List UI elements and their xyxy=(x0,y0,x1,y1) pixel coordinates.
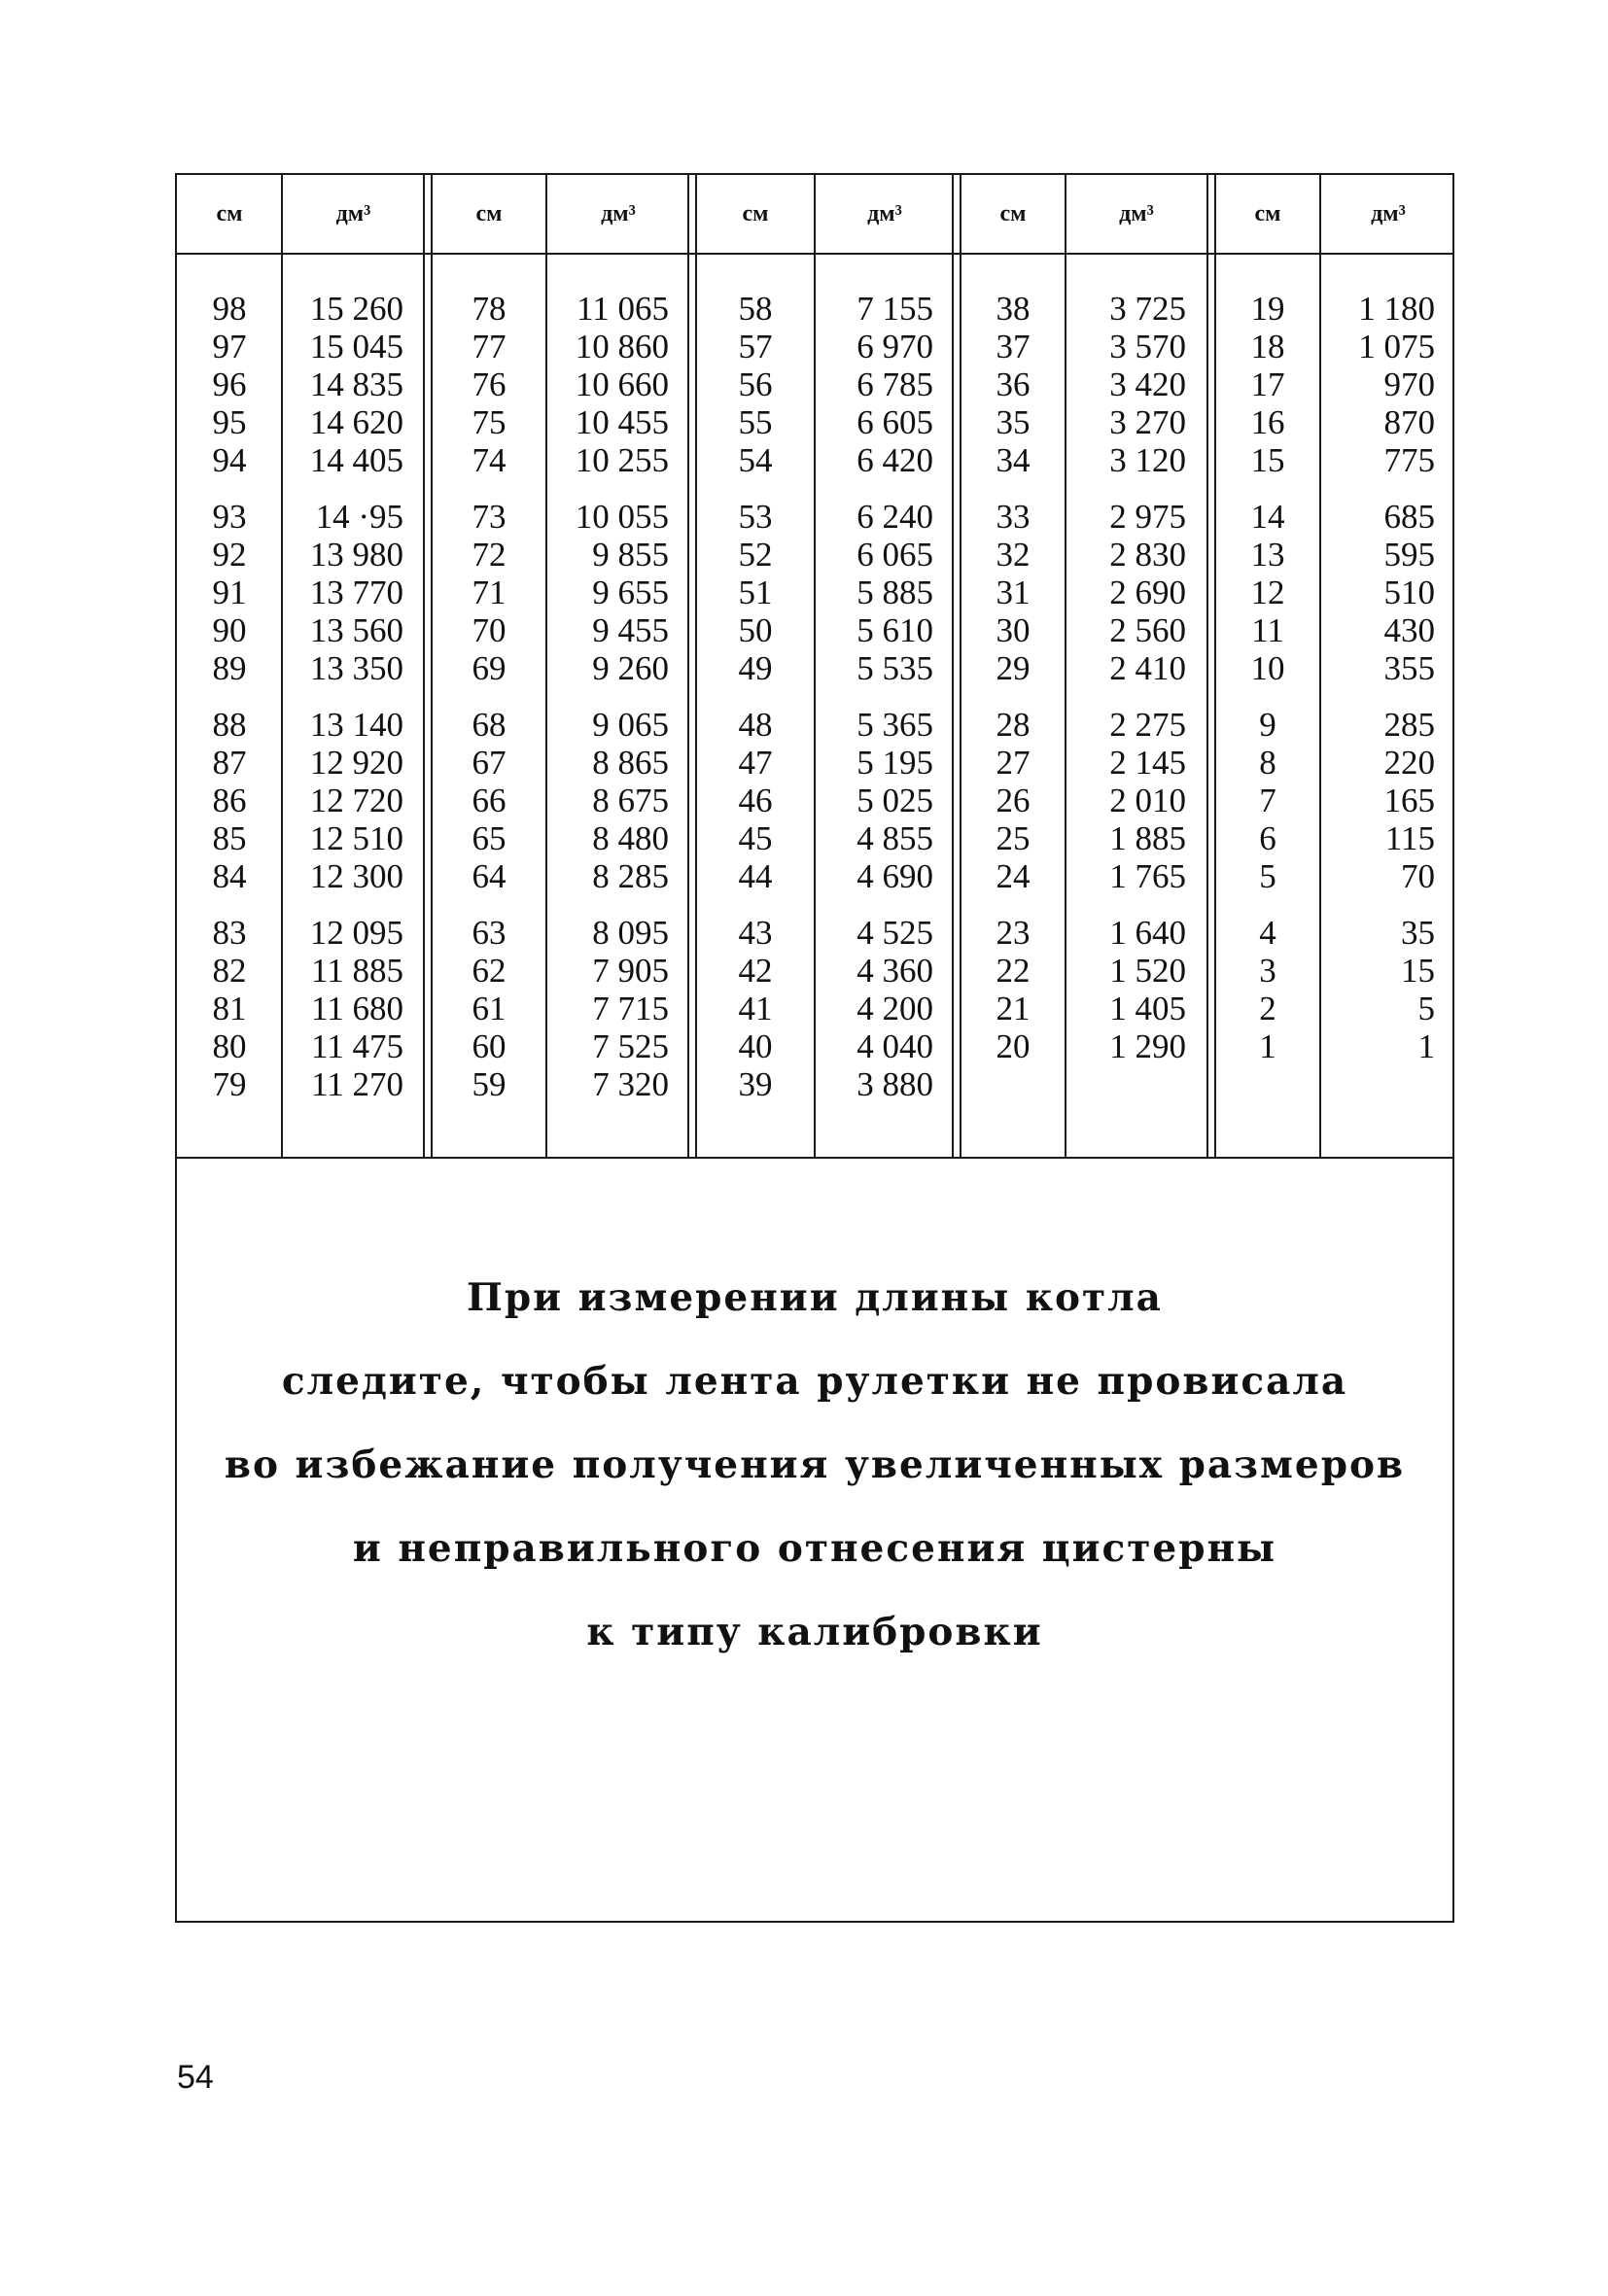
calibration-table xyxy=(177,175,1452,1159)
cell-cm: 94 xyxy=(212,441,247,479)
cell-cm: 98 xyxy=(212,290,247,328)
cell-dm: 9 065 xyxy=(592,706,669,744)
cell-cm: 48 xyxy=(738,706,773,744)
cell-cm: 70 xyxy=(472,611,507,649)
cell-cm: 18 xyxy=(1250,328,1285,365)
cell-dm: 15 045 xyxy=(309,328,403,365)
cell-dm: 12 510 xyxy=(309,819,403,857)
cell-cm: 57 xyxy=(738,328,773,365)
cell-dm: 115 xyxy=(1384,819,1435,857)
cell-cm: 41 xyxy=(738,990,773,1027)
column-divider xyxy=(814,175,816,1157)
cell-cm: 32 xyxy=(996,536,1031,574)
cell-cm: 46 xyxy=(738,782,773,819)
cell-dm: 2 275 xyxy=(1109,706,1186,744)
cell-dm: 9 855 xyxy=(592,536,669,574)
cell-dm: 13 980 xyxy=(309,536,403,574)
double-column-divider xyxy=(960,175,961,1157)
cell-cm: 42 xyxy=(738,952,773,990)
cell-cm: 58 xyxy=(738,290,773,328)
cell-cm: 6 xyxy=(1259,819,1276,857)
cell-cm: 56 xyxy=(738,365,773,403)
cell-dm: 2 690 xyxy=(1109,574,1186,611)
page-frame xyxy=(175,173,1454,1923)
cell-dm: 2 145 xyxy=(1109,744,1186,782)
cell-dm: 2 410 xyxy=(1109,649,1186,687)
cell-dm: 430 xyxy=(1383,611,1435,649)
cell-cm: 9 xyxy=(1259,706,1276,744)
cell-dm: 10 860 xyxy=(575,328,669,365)
cell-cm: 7 xyxy=(1259,782,1276,819)
cell-cm: 77 xyxy=(472,328,507,365)
page-number: 54 xyxy=(177,2059,214,2096)
cell-cm: 67 xyxy=(472,744,507,782)
cell-dm: 5 365 xyxy=(856,706,933,744)
cell-dm: 1 405 xyxy=(1109,990,1186,1027)
column-divider xyxy=(1319,175,1321,1157)
cell-dm: 4 200 xyxy=(856,990,933,1027)
cell-cm: 5 xyxy=(1259,857,1276,895)
cell-cm: 73 xyxy=(472,498,507,536)
header-cm: см xyxy=(999,201,1027,226)
cell-dm: 8 865 xyxy=(592,744,669,782)
cell-cm: 43 xyxy=(738,914,773,952)
cell-dm: 220 xyxy=(1383,744,1435,782)
cell-dm: 9 655 xyxy=(592,574,669,611)
header-dm: дм³ xyxy=(335,201,371,226)
cell-dm: 1 290 xyxy=(1109,1027,1186,1065)
cell-dm: 7 525 xyxy=(592,1027,669,1065)
cell-cm: 93 xyxy=(212,498,247,536)
cell-cm: 55 xyxy=(738,403,773,441)
cell-dm: 13 560 xyxy=(309,611,403,649)
cell-dm: 1 765 xyxy=(1109,857,1186,895)
cell-dm: 11 680 xyxy=(311,990,403,1027)
cell-dm: 12 095 xyxy=(309,914,403,952)
cell-dm: 14 ·95 xyxy=(315,498,403,536)
cell-dm: 775 xyxy=(1383,441,1435,479)
cell-cm: 37 xyxy=(996,328,1031,365)
cell-dm: 5 535 xyxy=(856,649,933,687)
cell-dm: 10 255 xyxy=(575,441,669,479)
header-dm: дм³ xyxy=(867,201,902,226)
cell-cm: 90 xyxy=(212,611,247,649)
cell-dm: 1 075 xyxy=(1358,328,1435,365)
cell-cm: 66 xyxy=(472,782,507,819)
cell-cm: 80 xyxy=(212,1027,247,1065)
cell-dm: 285 xyxy=(1383,706,1435,744)
cell-cm: 36 xyxy=(996,365,1031,403)
cell-dm: 3 270 xyxy=(1109,403,1186,441)
cell-dm: 2 975 xyxy=(1109,498,1186,536)
cell-dm: 6 240 xyxy=(856,498,933,536)
cell-dm: 7 155 xyxy=(856,290,933,328)
cell-dm: 3 725 xyxy=(1109,290,1186,328)
cell-dm: 7 320 xyxy=(592,1065,669,1103)
cell-dm: 35 xyxy=(1401,914,1435,952)
cell-dm: 6 970 xyxy=(856,328,933,365)
cell-dm: 12 720 xyxy=(309,782,403,819)
cell-cm: 23 xyxy=(996,914,1031,952)
cell-cm: 63 xyxy=(472,914,507,952)
cell-cm: 76 xyxy=(472,365,507,403)
cell-cm: 91 xyxy=(212,574,247,611)
cell-cm: 59 xyxy=(472,1065,507,1103)
cell-dm: 13 770 xyxy=(309,574,403,611)
double-column-divider xyxy=(423,175,425,1157)
note-line: При измерении длины котла xyxy=(467,1275,1163,1320)
cell-dm: 1 xyxy=(1417,1027,1435,1065)
cell-cm: 92 xyxy=(212,536,247,574)
cell-cm: 4 xyxy=(1259,914,1276,952)
header-dm: дм³ xyxy=(601,201,636,226)
cell-cm: 34 xyxy=(996,441,1031,479)
header-cm: см xyxy=(475,201,503,226)
cell-cm: 74 xyxy=(472,441,507,479)
cell-dm: 4 525 xyxy=(856,914,933,952)
cell-dm: 11 065 xyxy=(577,290,669,328)
cell-cm: 8 xyxy=(1259,744,1276,782)
cell-dm: 6 785 xyxy=(856,365,933,403)
cell-cm: 22 xyxy=(996,952,1031,990)
cell-cm: 2 xyxy=(1259,990,1276,1027)
cell-cm: 35 xyxy=(996,403,1031,441)
cell-dm: 11 475 xyxy=(311,1027,403,1065)
cell-dm: 2 560 xyxy=(1109,611,1186,649)
header-cm: см xyxy=(1254,201,1281,226)
double-column-divider xyxy=(695,175,697,1157)
cell-dm: 510 xyxy=(1383,574,1435,611)
cell-dm: 11 270 xyxy=(311,1065,403,1103)
cell-cm: 31 xyxy=(996,574,1031,611)
cell-cm: 79 xyxy=(212,1065,247,1103)
cell-dm: 3 880 xyxy=(856,1065,933,1103)
cell-dm: 4 690 xyxy=(856,857,933,895)
cell-cm: 16 xyxy=(1250,403,1285,441)
cell-dm: 1 180 xyxy=(1358,290,1435,328)
cell-dm: 5 195 xyxy=(856,744,933,782)
cell-dm: 4 360 xyxy=(856,952,933,990)
cell-dm: 8 285 xyxy=(592,857,669,895)
cell-dm: 12 920 xyxy=(309,744,403,782)
cell-cm: 24 xyxy=(996,857,1031,895)
cell-dm: 3 120 xyxy=(1109,441,1186,479)
cell-cm: 53 xyxy=(738,498,773,536)
cell-dm: 595 xyxy=(1383,536,1435,574)
cell-dm: 7 715 xyxy=(592,990,669,1027)
cell-cm: 28 xyxy=(996,706,1031,744)
cell-cm: 96 xyxy=(212,365,247,403)
cell-cm: 10 xyxy=(1250,649,1285,687)
cell-dm: 11 885 xyxy=(311,952,403,990)
cell-cm: 65 xyxy=(472,819,507,857)
header-cm: см xyxy=(742,201,769,226)
cell-dm: 6 420 xyxy=(856,441,933,479)
cell-dm: 2 010 xyxy=(1109,782,1186,819)
cell-dm: 15 xyxy=(1401,952,1435,990)
cell-cm: 3 xyxy=(1259,952,1276,990)
cell-dm: 14 835 xyxy=(309,365,403,403)
cell-dm: 13 350 xyxy=(309,649,403,687)
cell-dm: 4 855 xyxy=(856,819,933,857)
cell-cm: 52 xyxy=(738,536,773,574)
column-divider xyxy=(281,175,283,1157)
cell-dm: 8 480 xyxy=(592,819,669,857)
cell-cm: 25 xyxy=(996,819,1031,857)
cell-cm: 44 xyxy=(738,857,773,895)
cell-dm: 5 025 xyxy=(856,782,933,819)
cell-cm: 85 xyxy=(212,819,247,857)
cell-cm: 19 xyxy=(1250,290,1285,328)
cell-cm: 26 xyxy=(996,782,1031,819)
double-column-divider xyxy=(952,175,954,1157)
cell-cm: 78 xyxy=(472,290,507,328)
note-line: следите, чтобы лента рулетки не провисала xyxy=(281,1359,1348,1404)
cell-dm: 1 640 xyxy=(1109,914,1186,952)
cell-cm: 75 xyxy=(472,403,507,441)
cell-cm: 71 xyxy=(472,574,507,611)
cell-dm: 14 405 xyxy=(309,441,403,479)
cell-dm: 70 xyxy=(1401,857,1435,895)
header-cm: см xyxy=(216,201,243,226)
cell-cm: 45 xyxy=(738,819,773,857)
cell-cm: 51 xyxy=(738,574,773,611)
double-column-divider xyxy=(431,175,433,1157)
cell-cm: 84 xyxy=(212,857,247,895)
header-dm: дм³ xyxy=(1119,201,1154,226)
note-line: и неправильного отнесения цистерны xyxy=(352,1526,1277,1571)
cell-dm: 355 xyxy=(1383,649,1435,687)
cell-dm: 8 095 xyxy=(592,914,669,952)
cell-dm: 5 610 xyxy=(856,611,933,649)
cell-cm: 15 xyxy=(1250,441,1285,479)
note-line: к типу калибровки xyxy=(586,1610,1043,1654)
cell-cm: 39 xyxy=(738,1065,773,1103)
cell-dm: 7 905 xyxy=(592,952,669,990)
cell-dm: 6 065 xyxy=(856,536,933,574)
cell-cm: 47 xyxy=(738,744,773,782)
cell-cm: 27 xyxy=(996,744,1031,782)
header-dm: дм³ xyxy=(1371,201,1406,226)
cell-cm: 60 xyxy=(472,1027,507,1065)
cell-cm: 30 xyxy=(996,611,1031,649)
cell-cm: 82 xyxy=(212,952,247,990)
double-column-divider xyxy=(1206,175,1208,1157)
cell-dm: 4 040 xyxy=(856,1027,933,1065)
cell-dm: 10 455 xyxy=(575,403,669,441)
cell-cm: 14 xyxy=(1250,498,1285,536)
cell-dm: 14 620 xyxy=(309,403,403,441)
cell-dm: 15 260 xyxy=(309,290,403,328)
cell-cm: 17 xyxy=(1250,365,1285,403)
measurement-note xyxy=(177,1159,1452,1923)
cell-cm: 20 xyxy=(996,1027,1031,1065)
cell-dm: 970 xyxy=(1383,365,1435,403)
cell-cm: 95 xyxy=(212,403,247,441)
cell-dm: 5 xyxy=(1417,990,1435,1027)
cell-dm: 3 570 xyxy=(1109,328,1186,365)
cell-dm: 9 455 xyxy=(592,611,669,649)
cell-dm: 165 xyxy=(1383,782,1435,819)
column-divider xyxy=(1065,175,1066,1157)
cell-cm: 81 xyxy=(212,990,247,1027)
cell-cm: 64 xyxy=(472,857,507,895)
cell-cm: 49 xyxy=(738,649,773,687)
cell-cm: 62 xyxy=(472,952,507,990)
cell-cm: 61 xyxy=(472,990,507,1027)
cell-dm: 5 885 xyxy=(856,574,933,611)
cell-cm: 72 xyxy=(472,536,507,574)
cell-dm: 8 675 xyxy=(592,782,669,819)
cell-cm: 89 xyxy=(212,649,247,687)
cell-dm: 10 660 xyxy=(575,365,669,403)
double-column-divider xyxy=(687,175,689,1157)
cell-dm: 13 140 xyxy=(309,706,403,744)
cell-cm: 29 xyxy=(996,649,1031,687)
cell-cm: 83 xyxy=(212,914,247,952)
note-line: во избежание получения увеличенных размеров xyxy=(224,1443,1406,1487)
cell-cm: 1 xyxy=(1259,1027,1276,1065)
cell-cm: 21 xyxy=(996,990,1031,1027)
cell-dm: 3 420 xyxy=(1109,365,1186,403)
cell-cm: 13 xyxy=(1250,536,1285,574)
cell-cm: 86 xyxy=(212,782,247,819)
cell-dm: 1 885 xyxy=(1109,819,1186,857)
cell-dm: 685 xyxy=(1383,498,1435,536)
cell-dm: 9 260 xyxy=(592,649,669,687)
cell-cm: 87 xyxy=(212,744,247,782)
cell-dm: 870 xyxy=(1383,403,1435,441)
cell-cm: 33 xyxy=(996,498,1031,536)
cell-cm: 38 xyxy=(996,290,1031,328)
cell-cm: 40 xyxy=(738,1027,773,1065)
cell-dm: 2 830 xyxy=(1109,536,1186,574)
cell-dm: 1 520 xyxy=(1109,952,1186,990)
cell-cm: 12 xyxy=(1250,574,1285,611)
cell-cm: 11 xyxy=(1251,611,1284,649)
cell-dm: 6 605 xyxy=(856,403,933,441)
column-divider xyxy=(545,175,547,1157)
cell-cm: 88 xyxy=(212,706,247,744)
cell-dm: 12 300 xyxy=(309,857,403,895)
cell-cm: 50 xyxy=(738,611,773,649)
cell-dm: 10 055 xyxy=(575,498,669,536)
cell-cm: 97 xyxy=(212,328,247,365)
cell-cm: 69 xyxy=(472,649,507,687)
double-column-divider xyxy=(1214,175,1216,1157)
cell-cm: 68 xyxy=(472,706,507,744)
cell-cm: 54 xyxy=(738,441,773,479)
